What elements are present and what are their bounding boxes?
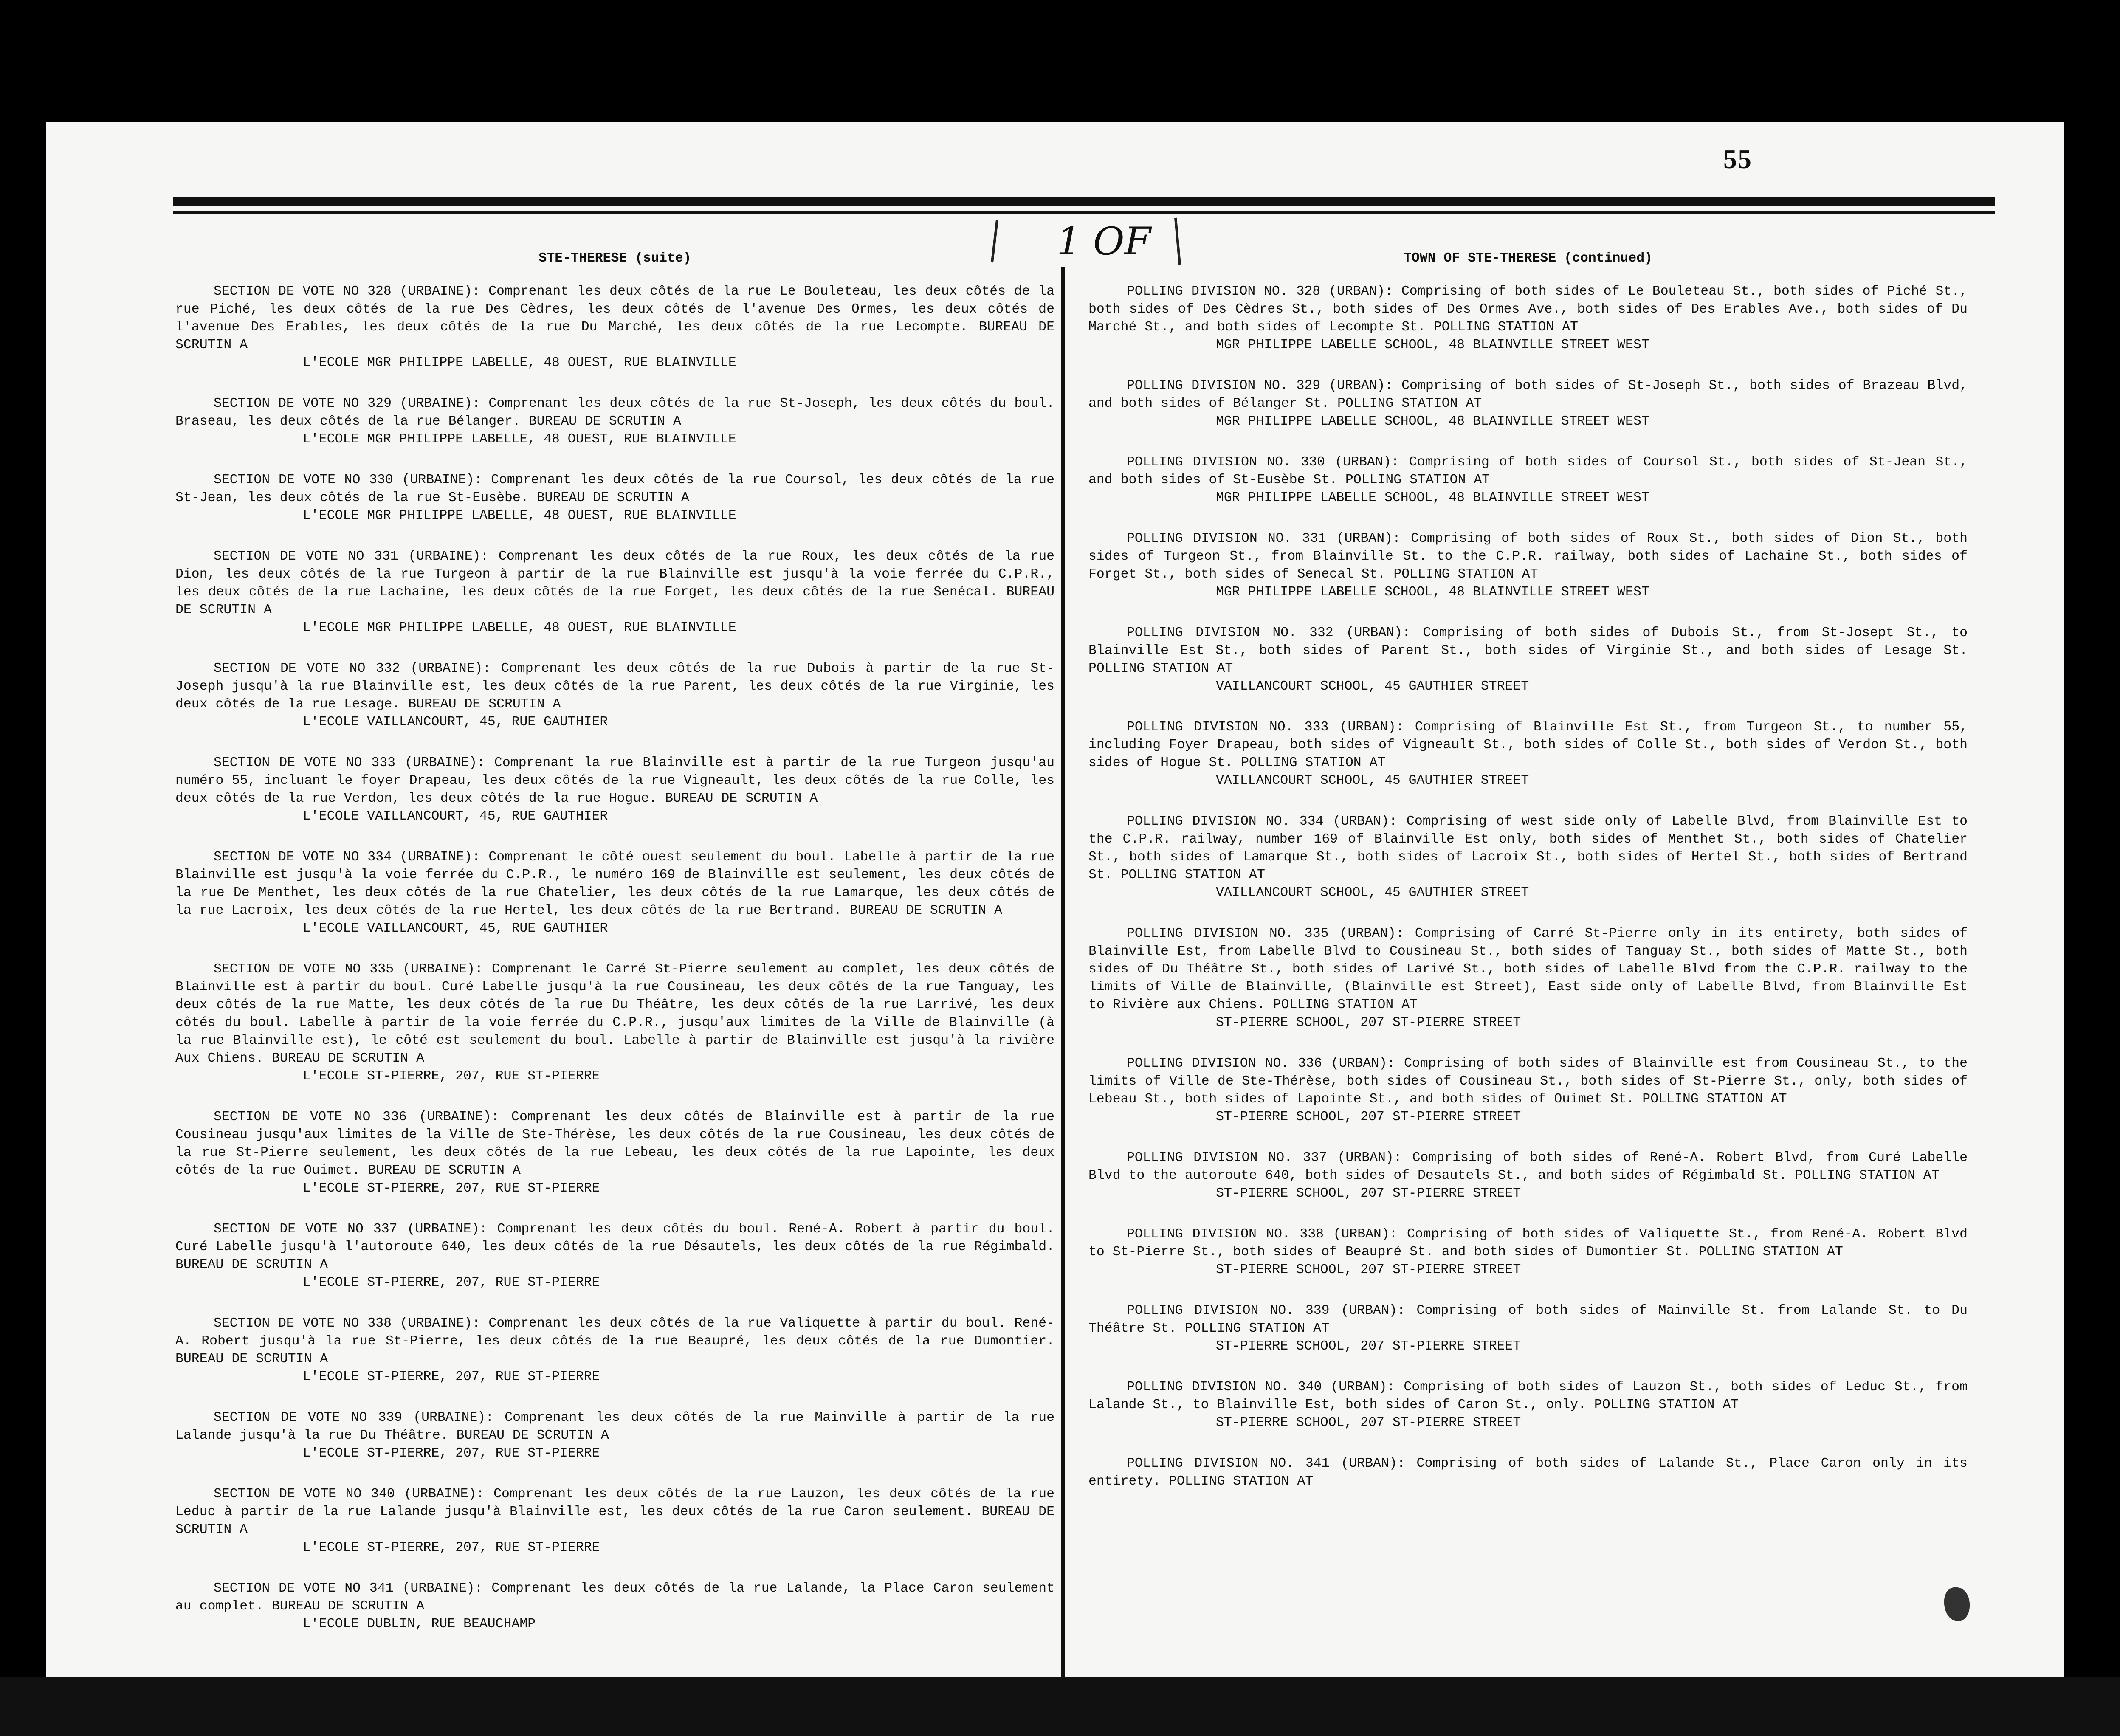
polling-station-address: L'ECOLE DUBLIN, RUE BEAUCHAMP (303, 1617, 536, 1632)
division-description: SECTION DE VOTE NO 333 (URBAINE): Comprenant la rue Blainville est à partir de la rue Turgeon jusqu'au numéro 55, incluant le foyer Drapeau, les deux côtés de la rue Vigneault, les deux côtés de la rue Colle, les deux côtés de la rue Verdon, les deux côtés de la rue Hogue. BUREAU DE SCRUTIN A (175, 755, 1054, 806)
header-rule-thin (173, 211, 1995, 214)
division-description: POLLING DIVISION NO. 337 (URBAN): Comprising of both sides of René-A. Robert Blvd, from Curé Labelle Blvd to the autoroute 640, both sides of Desautels St., and both sides of Régimbald St. POLLING STATION AT (1088, 1150, 1968, 1183)
division-description: SECTION DE VOTE NO 332 (URBAINE): Comprenant les deux côtés de la rue Dubois à partir de la rue St-Joseph jusqu'à la rue Blainville est, les deux côtés de la rue Parent, les deux côtés de la rue Virginie, les deux côtés de la rue Lesage. BUREAU DE SCRUTIN A (175, 661, 1054, 712)
polling-station-address: L'ECOLE MGR PHILIPPE LABELLE, 48 OUEST, RUE BLAINVILLE (303, 508, 736, 523)
polling-station-address: ST-PIERRE SCHOOL, 207 ST-PIERRE STREET (1216, 1339, 1521, 1354)
division-description: SECTION DE VOTE NO 329 (URBAINE): Comprenant les deux côtés de la rue St-Joseph, les deux côtés du boul. Braseau, les deux côtés de la rue Bélanger. BUREAU DE SCRUTIN A (175, 396, 1054, 429)
polling-station-address: L'ECOLE ST-PIERRE, 207, RUE ST-PIERRE (303, 1370, 600, 1384)
polling-station-address: L'ECOLE ST-PIERRE, 207, RUE ST-PIERRE (303, 1446, 600, 1461)
ink-blot (1944, 1587, 1970, 1621)
division-description: POLLING DIVISION NO. 339 (URBAN): Comprising of both sides of Mainville St. from Lalande St. to Du Théâtre St. POLLING STATION AT (1088, 1303, 1968, 1336)
division-description: SECTION DE VOTE NO 336 (URBAINE): Comprenant les deux côtés de Blainville est à partir de la rue Cousineau jusqu'aux limites de la Ville de Ste-Thérèse, les deux côtés de la rue Cousineau, les deux côtés de la rue St-Pierre seulement, les deux côtés de la rue Lebeau, les deux côtés de la rue Lapointe, les deux côtés de la rue Ouimet. BUREAU DE SCRUTIN A (175, 1110, 1054, 1178)
header-rule (173, 197, 1995, 206)
polling-station-address: ST-PIERRE SCHOOL, 207 ST-PIERRE STREET (1216, 1186, 1521, 1201)
division-description: POLLING DIVISION NO. 329 (URBAN): Comprising of both sides of St-Joseph St., both sides of Brazeau Blvd, and both sides of Bélanger St. POLLING STATION AT (1088, 378, 1968, 411)
polling-division-entry (175, 1580, 1054, 1633)
polling-station-address: L'ECOLE MGR PHILIPPE LABELLE, 48 OUEST, RUE BLAINVILLE (303, 432, 736, 447)
polling-division-entry (1088, 377, 1968, 431)
english-column-heading: TOWN OF STE-THERESE (continued) (1404, 251, 1652, 266)
division-description: SECTION DE VOTE NO 340 (URBAINE): Comprenant les deux côtés de la rue Lauzon, les deux côtés de la rue Leduc à partir de la rue Lalande jusqu'à Blainville est, les deux côtés de la rue Caron seulement. BUREAU DE SCRUTIN A (175, 1487, 1054, 1537)
polling-station-address: MGR PHILIPPE LABELLE SCHOOL, 48 BLAINVILLE STREET WEST (1216, 338, 1649, 352)
polling-division-entry (1088, 454, 1968, 507)
polling-division-entry (175, 395, 1054, 448)
polling-division-entry (1088, 530, 1968, 601)
column-divider (1061, 267, 1065, 1677)
division-description: POLLING DIVISION NO. 340 (URBAN): Comprising of both sides of Lauzon St., both sides of Leduc St., from Lalande St., to Blainville Est, both sides of Caron St., only. POLLING STATION AT (1088, 1380, 1968, 1412)
polling-station-address: L'ECOLE VAILLANCOURT, 45, RUE GAUTHIER (303, 715, 608, 730)
polling-division-entry (175, 848, 1054, 938)
polling-division-entry (1088, 1226, 1968, 1279)
english-entries (1088, 283, 1968, 1491)
polling-division-entry (175, 471, 1054, 525)
polling-station-address: VAILLANCOURT SCHOOL, 45 GAUTHIER STREET (1216, 679, 1529, 694)
polling-station-address: MGR PHILIPPE LABELLE SCHOOL, 48 BLAINVILLE STREET WEST (1216, 490, 1649, 505)
division-description: SECTION DE VOTE NO 328 (URBAINE): Comprenant les deux côtés de la rue Le Bouleteau, les deux côtés de la rue Piché, les deux côtés de la rue Des Cèdres, les deux côtés de l'avenue Des Ormes, les deux côtés de l'avenue Des Erables, les deux côtés de la rue Du Marché, les deux côtés de la rue Lecompte. BUREAU DE SCRUTIN A (175, 284, 1054, 352)
polling-division-entry (1088, 1378, 1968, 1432)
polling-division-entry (1088, 1302, 1968, 1356)
polling-division-entry (175, 1409, 1054, 1463)
division-description: POLLING DIVISION NO. 336 (URBAN): Comprising of both sides of Blainville est from Cousineau St., to the limits of Ville de Ste-Thérèse, both sides of Cousineau St., both sides of St-Pierre St., only, both sides of Lebeau St., both sides of Lapointe St., and both sides of Ouimet St. POLLING STATION AT (1088, 1056, 1968, 1107)
english-column (1088, 241, 1968, 1513)
polling-station-address: ST-PIERRE SCHOOL, 207 ST-PIERRE STREET (1216, 1415, 1521, 1430)
polling-station-address: L'ECOLE ST-PIERRE, 207, RUE ST-PIERRE (303, 1540, 600, 1555)
division-description: POLLING DIVISION NO. 330 (URBAN): Comprising of both sides of Coursol St., both sides of St-Jean St., and both sides of St-Eusèbe St. POLLING STATION AT (1088, 455, 1968, 488)
document-page (46, 122, 2064, 1677)
polling-division-entry (1088, 925, 1968, 1032)
polling-station-address: L'ECOLE VAILLANCOURT, 45, RUE GAUTHIER (303, 809, 608, 824)
polling-division-entry (1088, 1149, 1968, 1203)
polling-station-address: L'ECOLE VAILLANCOURT, 45, RUE GAUTHIER (303, 921, 608, 936)
division-description: SECTION DE VOTE NO 338 (URBAINE): Comprenant les deux côtés de la rue Valiquette à partir du boul. René-A. Robert jusqu'à la rue St-Pierre, les deux côtés de la rue Beaupré, les deux côtés de la rue Dumontier. BUREAU DE SCRUTIN A (175, 1316, 1054, 1367)
french-entries (175, 283, 1054, 1633)
polling-station-address: L'ECOLE ST-PIERRE, 207, RUE ST-PIERRE (303, 1181, 600, 1196)
polling-division-entry (175, 1108, 1054, 1198)
division-description: SECTION DE VOTE NO 334 (URBAINE): Comprenant le côté ouest seulement du boul. Labelle à partir de la rue Blainville est jusqu'à la voie ferrée du C.P.R., le numéro 169 de Blainville est seulement, les deux côtés de la rue De Menthet, les deux côtés de la rue Chatelier, les deux côtés de la rue Lamarque, les deux côtés de la rue Lacroix, les deux côtés de la rue Hertel, les deux côtés de la rue Bertrand. BUREAU DE SCRUTIN A (175, 850, 1054, 918)
division-description: SECTION DE VOTE NO 339 (URBAINE): Comprenant les deux côtés de la rue Mainville à partir de la rue Lalande jusqu'à la rue Du Théâtre. BUREAU DE SCRUTIN A (175, 1410, 1054, 1443)
division-description: SECTION DE VOTE NO 337 (URBAINE): Comprenant les deux côtés du boul. René-A. Robert à partir du boul. Curé Labelle jusqu'à l'autoroute 640, les deux côtés de la rue Désautels, les deux côtés de la rue Régimbald. BUREAU DE SCRUTIN A (175, 1222, 1054, 1272)
film-border (0, 1677, 2120, 1736)
polling-division-entry (175, 961, 1054, 1085)
polling-division-entry (175, 1220, 1054, 1292)
polling-division-entry (175, 660, 1054, 731)
page-number: 55 (1723, 144, 1752, 174)
division-description: POLLING DIVISION NO. 332 (URBAN): Comprising of both sides of Dubois St., from St-Josept St., to Blainville Est St., both sides of Parent St., both sides of Virginie St., and both sides of Lesage St. POLLING STATION AT (1088, 626, 1968, 676)
polling-station-address: ST-PIERRE SCHOOL, 207 ST-PIERRE STREET (1216, 1110, 1521, 1124)
division-description: SECTION DE VOTE NO 341 (URBAINE): Comprenant les deux côtés de la rue Lalande, la Place Caron seulement au complet. BUREAU DE SCRUTIN A (175, 1581, 1054, 1614)
division-description: POLLING DIVISION NO. 328 (URBAN): Comprising of both sides of Le Bouleteau St., both sides of Piché St., both sides of Des Cèdres St., both sides of Des Ormes Ave., both sides of Des Erables Ave., both sides of Du Marché St., and both sides of Lecompte St. POLLING STATION AT (1088, 284, 1968, 335)
polling-division-entry (1088, 1055, 1968, 1126)
division-description: SECTION DE VOTE NO 330 (URBAINE): Comprenant les deux côtés de la rue Coursol, les deux côtés de la rue St-Jean, les deux côtés de la rue St-Eusèbe. BUREAU DE SCRUTIN A (175, 473, 1054, 505)
polling-station-address: ST-PIERRE SCHOOL, 207 ST-PIERRE STREET (1216, 1015, 1521, 1030)
division-description: POLLING DIVISION NO. 341 (URBAN): Comprising of both sides of Lalande St., Place Caron only in its entirety. POLLING STATION AT (1088, 1456, 1968, 1489)
polling-division-entry (1088, 719, 1968, 790)
polling-division-entry (175, 754, 1054, 826)
french-column-heading: STE-THERESE (suite) (538, 251, 691, 266)
polling-station-address: L'ECOLE MGR PHILIPPE LABELLE, 48 OUEST, RUE BLAINVILLE (303, 620, 736, 635)
polling-station-address: ST-PIERRE SCHOOL, 207 ST-PIERRE STREET (1216, 1263, 1521, 1277)
division-description: SECTION DE VOTE NO 331 (URBAINE): Comprenant les deux côtés de la rue Roux, les deux côtés de la rue Dion, les deux côtés de la rue Turgeon à partir de la rue Blainville est jusqu'à la voie ferrée du C.P.R., les deux côtés de la rue Lachaine, les deux côtés de la rue Forget, les deux côtés de la rue Senécal. BUREAU DE SCRUTIN A (175, 549, 1054, 617)
polling-division-entry (175, 1315, 1054, 1386)
polling-station-address: VAILLANCOURT SCHOOL, 45 GAUTHIER STREET (1216, 885, 1529, 900)
division-description: POLLING DIVISION NO. 338 (URBAN): Comprising of both sides of Valiquette St., from René-A. Robert Blvd to St-Pierre St., both sides of Beaupré St. and both sides of Dumontier St. POLLING STATION AT (1088, 1227, 1968, 1260)
polling-station-address: MGR PHILIPPE LABELLE SCHOOL, 48 BLAINVILLE STREET WEST (1216, 414, 1649, 429)
handwritten-note-text: 1 OF (1057, 219, 1151, 264)
french-column (175, 241, 1054, 1656)
division-description: SECTION DE VOTE NO 335 (URBAINE): Comprenant le Carré St-Pierre seulement au complet, les deux côtés de Blainville est à partir du boul. Curé Labelle jusqu'à la rue Cousineau, les deux côtés de la rue Tanguay, les deux côtés de la rue Matte, les deux côtés de la rue Du Théâtre, les deux côtés de la rue Larrivé, les deux côtés du boul. Labelle à partir de la voie ferrée du C.P.R., jusqu'aux limites de la Ville de Blainville (à la rue Blainville est), le côté est seulement du boul. Labelle à partir de Blainville est jusqu'à la rivière Aux Chiens. BUREAU DE SCRUTIN A (175, 962, 1054, 1066)
polling-station-address: L'ECOLE MGR PHILIPPE LABELLE, 48 OUEST, RUE BLAINVILLE (303, 355, 736, 370)
polling-division-entry (1088, 283, 1968, 354)
division-description: POLLING DIVISION NO. 331 (URBAN): Comprising of both sides of Roux St., both sides of Dion St., both sides of Turgeon St., from Blainville St. to the C.P.R. railway, both sides of Lachaine St., both sides of Forget St., both sides of Senecal St. POLLING STATION AT (1088, 531, 1968, 582)
polling-division-entry (1088, 624, 1968, 696)
polling-station-address: L'ECOLE ST-PIERRE, 207, RUE ST-PIERRE (303, 1069, 600, 1084)
division-description: POLLING DIVISION NO. 333 (URBAN): Comprising of Blainville Est St., from Turgeon St., to number 55, including Foyer Drapeau, both sides of Vigneault St., both sides of Colle St., both sides of Verdon St., both sides of Hogue St. POLLING STATION AT (1088, 720, 1968, 770)
polling-station-address: VAILLANCOURT SCHOOL, 45 GAUTHIER STREET (1216, 773, 1529, 788)
polling-division-entry (1088, 1455, 1968, 1491)
polling-station-address: MGR PHILIPPE LABELLE SCHOOL, 48 BLAINVILLE STREET WEST (1216, 585, 1649, 600)
polling-division-entry (1088, 813, 1968, 902)
division-description: POLLING DIVISION NO. 334 (URBAN): Comprising of west side only of Labelle Blvd, from Blainville Est to the C.P.R. railway, number 169 of Blainville Est only, both sides of Menthet St., both sides of Chatelier St., both sides of Lamarque St., both sides of Lacroix St., both sides of Hertel St., both sides of Bertrand St. POLLING STATION AT (1088, 814, 1968, 882)
division-description: POLLING DIVISION NO. 335 (URBAN): Comprising of Carré St-Pierre only in its entirety, both sides of Blainville Est, from Labelle Blvd to Cousineau St., both sides of Tanguay St., both sides of Matte St., both sides of Du Théâtre St., both sides of Larivé St., both sides of Labelle Blvd from the C.P.R. railway to the limits of Ville de Blainville, (Blainville est Street), East side only of Labelle Blvd, from Blainville Est to Rivière aux Chiens. POLLING STATION AT (1088, 926, 1968, 1012)
polling-division-entry (175, 548, 1054, 637)
polling-division-entry (175, 283, 1054, 372)
polling-division-entry (175, 1485, 1054, 1557)
polling-station-address: L'ECOLE ST-PIERRE, 207, RUE ST-PIERRE (303, 1275, 600, 1290)
